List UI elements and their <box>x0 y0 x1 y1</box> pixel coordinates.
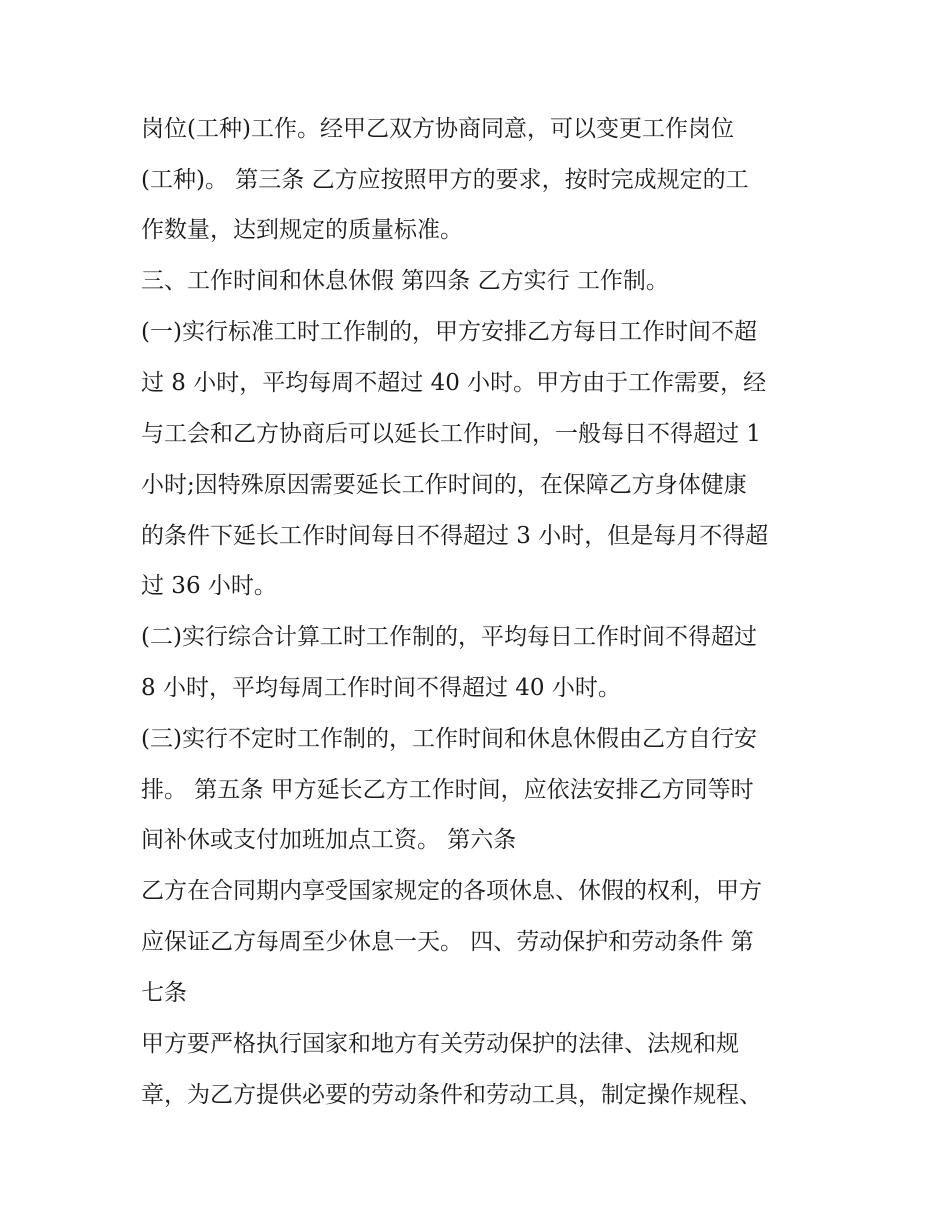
text-line: (一)实行标准工时工作制的，甲方安排乙方每日工作时间不超 <box>141 319 757 345</box>
text-line: 作数量，达到规定的质量标准。 <box>141 217 463 243</box>
text-line: (工种)。 第三条 乙方应按照甲方的要求，按时完成规定的工 <box>141 167 749 193</box>
text-line: 过 8 小时，平均每周不超过 40 小时。甲方由于工作需要，经 <box>141 370 767 396</box>
text-line: 的条件下延长工作时间每日不得超过 3 小时，但是每月不得超 <box>141 523 769 549</box>
text-line: (二)实行综合计算工时工作制的，平均每日工作时间不得超过 <box>141 624 757 650</box>
text-line: (三)实行不定时工作制的，工作时间和休息休假由乙方自行安 <box>141 726 757 752</box>
text-line: 排。 第五条 甲方延长乙方工作时间，应依法安排乙方同等时 <box>141 777 754 803</box>
text-line: 七条 <box>141 980 187 1006</box>
text-line: 过 36 小时。 <box>141 573 277 599</box>
text-line: 小时;因特殊原因需要延长工作时间的，在保障乙方身体健康 <box>141 472 747 498</box>
text-line: 甲方要严格执行国家和地方有关劳动保护的法律、法规和规 <box>141 1031 739 1057</box>
text-line: 8 小时，平均每周工作时间不得超过 40 小时。 <box>141 675 621 701</box>
text-line: 乙方在合同期内享受国家规定的各项休息、休假的权利，甲方 <box>141 878 762 904</box>
text-line: 间补休或支付加班加点工资。 第六条 <box>141 827 517 853</box>
text-line: 与工会和乙方协商后可以延长工作时间，一般每日不得超过 1 <box>141 421 761 447</box>
text-line: 应保证乙方每周至少休息一天。 四、劳动保护和劳动条件 第 <box>141 929 754 955</box>
text-line: 三、工作时间和休息休假 第四条 乙方实行 工作制。 <box>141 268 669 294</box>
text-line: 章，为乙方提供必要的劳动条件和劳动工具，制定操作规程、 <box>141 1082 762 1108</box>
text-line: 岗位(工种)工作。经甲乙双方协商同意，可以变更工作岗位 <box>141 116 734 142</box>
